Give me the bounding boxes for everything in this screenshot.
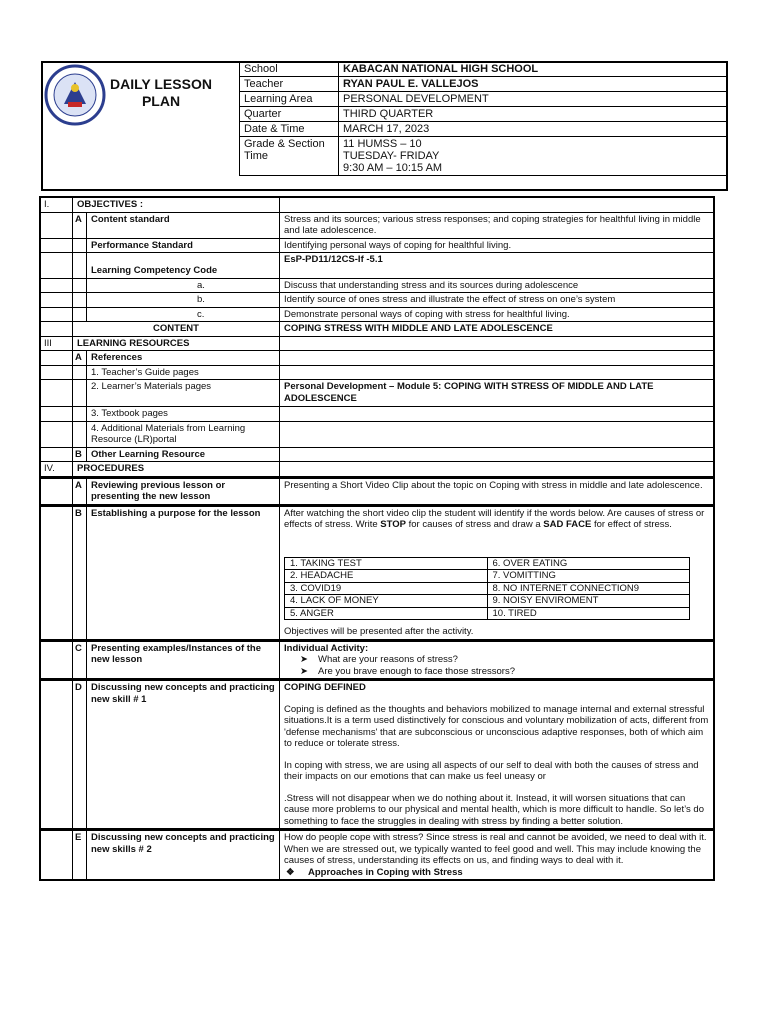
info-row-teacher <box>240 77 728 92</box>
additional-materials-row <box>40 421 714 447</box>
blank-cell <box>40 380 73 407</box>
blank-cell <box>73 365 87 380</box>
blank-cell <box>40 293 73 308</box>
word-cell: 10. TIRED <box>487 607 690 620</box>
word-cell: 2. HEADACHE <box>285 570 488 583</box>
concept-paragraph: How do people cope with stress? Since stress is real and cannot be avoided, we need to deal with it. When we are stressed out, we typically wanted to feel good and well. This may include knowing the causes of stress, understanding its effects on us, and finding ways to deal with it. <box>284 832 707 866</box>
objective-item-row <box>40 278 714 293</box>
list-item <box>284 666 709 678</box>
purpose-instructions <box>284 508 709 531</box>
word-cell: 8. NO INTERNET CONNECTION9 <box>487 582 690 595</box>
empty-cell <box>280 421 715 447</box>
objective-text: Demonstrate personal ways of coping with stress for healthful living. <box>280 307 715 322</box>
row-value <box>280 830 715 881</box>
word-cell: 5. ANGER <box>285 607 488 620</box>
word-cell: 4. LACK OF MONEY <box>285 595 488 608</box>
blank-cell <box>40 640 73 680</box>
deped-seal-logo <box>44 64 106 126</box>
empty-cell <box>280 197 715 212</box>
empty-cell <box>280 447 715 462</box>
row-value <box>280 640 715 680</box>
content-label: CONTENT <box>73 322 280 337</box>
procedure-e-row <box>40 830 714 881</box>
question-text: Are you brave enough to face those stressors? <box>318 665 515 677</box>
concept-title: COPING DEFINED <box>284 682 366 693</box>
section-number: III <box>40 336 73 351</box>
row-letter: D <box>73 680 87 830</box>
info-label: Quarter <box>240 107 339 122</box>
word-cell: 7. VOMITTING <box>487 570 690 583</box>
info-label: Learning Area <box>240 92 339 107</box>
row-label: 1. Teacher’s Guide pages <box>87 365 280 380</box>
blank-cell <box>40 407 73 422</box>
title-line-1: DAILY LESSON <box>110 76 212 92</box>
section-title: PROCEDURES <box>73 462 280 478</box>
blank-cell <box>73 407 87 422</box>
word-cell: 1. TAKING TEST <box>285 557 488 570</box>
row-label: 3. Textbook pages <box>87 407 280 422</box>
stop-keyword: STOP <box>380 519 406 530</box>
concept-paragraph: In coping with stress, we are using all aspects of our self to deal with both the causes of stress and their impacts on our emotions that can make us feel uneasy or <box>284 759 699 782</box>
info-row-learning-area <box>240 92 728 107</box>
row-letter: A <box>73 212 87 238</box>
table-row <box>285 582 690 595</box>
instruction-text: for causes of stress and draw a <box>405 519 544 530</box>
info-label: Date & Time <box>240 122 339 137</box>
row-value: Identifying personal ways of coping for healthful living. <box>280 238 715 253</box>
info-row-date <box>240 122 728 137</box>
row-letter: A <box>73 477 87 505</box>
resources-header-row <box>40 336 714 351</box>
objective-letter: b. <box>87 293 280 308</box>
days-value: TUESDAY- FRIDAY <box>343 150 440 162</box>
objective-item-row <box>40 293 714 308</box>
blank-cell <box>40 307 73 322</box>
time-value: 9:30 AM – 10:15 AM <box>343 162 443 174</box>
objective-letter: a. <box>87 278 280 293</box>
blank-cell <box>40 477 73 505</box>
diamond-bullet-icon: ❖ <box>286 866 295 878</box>
content-value: COPING STRESS WITH MIDDLE AND LATE ADOLESCENCE <box>280 322 715 337</box>
row-value <box>280 505 715 640</box>
concept-paragraph: Coping is defined as the thoughts and behaviors mobilized to manage internal and external stressful situations.It is a term used distinctively for conscious and voluntary mobilization of acts, different from 'defense mechanisms' that are subconscious or unconscious adaptive responses, both of which aim to reduce or tolerate stress. <box>284 703 709 749</box>
objective-text: Discuss that understanding stress and its sources during adolescence <box>280 278 715 293</box>
info-label: School <box>240 62 339 77</box>
grade-label: Grade & Section <box>244 138 325 150</box>
row-value <box>280 680 715 830</box>
question-text: What are your reasons of stress? <box>318 654 458 665</box>
learner-materials-row <box>40 380 714 407</box>
info-value: PERSONAL DEVELOPMENT <box>339 92 728 107</box>
info-value: MARCH 17, 2023 <box>339 122 728 137</box>
activity-title: Individual Activity: <box>284 642 369 654</box>
list-item <box>284 867 709 879</box>
table-row <box>285 557 690 570</box>
info-value <box>339 137 728 176</box>
instruction-text: for effect of stress. <box>591 519 672 530</box>
list-item <box>284 654 709 666</box>
row-label: Establishing a purpose for the lesson <box>87 505 280 640</box>
procedure-a-row <box>40 477 714 505</box>
row-label: Presenting examples/Instances of the new lesson <box>87 640 280 680</box>
info-value: THIRD QUARTER <box>339 107 728 122</box>
arrow-bullet-icon: ➤ <box>300 654 308 665</box>
row-label: Discussing new concepts and practicing new skills # 2 <box>87 830 280 881</box>
blank-cell <box>73 293 87 308</box>
blank-cell <box>40 505 73 640</box>
row-letter: B <box>73 505 87 640</box>
objective-letter: c. <box>87 307 280 322</box>
grade-value: 11 HUMSS – 10 <box>343 138 422 150</box>
blank-cell <box>40 447 73 462</box>
blank-cell <box>73 307 87 322</box>
row-label: Learning Competency Code <box>87 253 280 279</box>
row-label: Content standard <box>87 212 280 238</box>
stress-words-table <box>284 557 690 621</box>
blank-cell <box>40 278 73 293</box>
objective-text: Identify source of ones stress and illustrate the effect of stress on one’s system <box>280 293 715 308</box>
procedure-d-row <box>40 680 714 830</box>
objectives-header-row <box>40 197 714 212</box>
word-cell: 3. COVID19 <box>285 582 488 595</box>
row-label: 4. Additional Materials from Learning Resource (LR)portal <box>87 421 280 447</box>
info-row-school <box>240 62 728 77</box>
row-label: Performance Standard <box>87 238 280 253</box>
blank-cell <box>40 253 73 279</box>
blank-cell <box>73 238 87 253</box>
row-letter: A <box>73 351 87 366</box>
info-label: Teacher <box>240 77 339 92</box>
word-cell: 6. OVER EATING <box>487 557 690 570</box>
empty-cell <box>280 336 715 351</box>
lesson-plan-table <box>39 196 715 881</box>
info-row-quarter <box>240 107 728 122</box>
concept-paragraph: .Stress will not disappear when we do nothing about it. Instead, it will worsen situations that can cause more problems to our physical and mental health, which is more difficult to handle. So let’s do something to face the struggles in dealing with stress by finding a better solution. <box>284 792 704 827</box>
title-line-2: PLAN <box>141 93 181 109</box>
blank-cell <box>40 238 73 253</box>
content-standard-row <box>40 212 714 238</box>
blank-cell <box>73 421 87 447</box>
row-value: Personal Development – Module 5: COPING WITH STRESS OF MIDDLE AND LATE ADOLESCENCE <box>280 380 715 407</box>
section-title: OBJECTIVES : <box>73 197 280 212</box>
blank-cell <box>40 680 73 830</box>
header-info-table <box>239 61 728 176</box>
row-label: Reviewing previous lesson or presenting the new lesson <box>87 477 280 505</box>
word-cell: 9. NOISY ENVIROMENT <box>487 595 690 608</box>
info-row-grade <box>240 137 728 176</box>
blank-cell <box>40 365 73 380</box>
document-title <box>108 76 214 110</box>
performance-standard-row <box>40 238 714 253</box>
row-letter: E <box>73 830 87 881</box>
blank-cell <box>73 380 87 407</box>
procedure-c-row <box>40 640 714 680</box>
blank-cell <box>73 278 87 293</box>
row-letter: B <box>73 447 87 462</box>
competency-code: EsP-PD11/12CS-If -5.1 <box>280 253 715 279</box>
section-number: I. <box>40 197 73 212</box>
sad-face-keyword: SAD FACE <box>543 519 592 530</box>
instruction-text: After watching the short video clip the student will identify if the words below. Are causes of stress or effects of stress. Write <box>284 507 705 530</box>
table-row <box>285 595 690 608</box>
content-row <box>40 322 714 337</box>
info-label <box>240 137 339 176</box>
row-label: Discussing new concepts and practicing new skill # 1 <box>87 680 280 830</box>
blank-cell <box>40 322 73 337</box>
teacher-guide-row <box>40 365 714 380</box>
empty-cell <box>280 407 715 422</box>
blank-cell <box>40 351 73 366</box>
empty-cell <box>280 365 715 380</box>
empty-cell <box>280 351 715 366</box>
references-row <box>40 351 714 366</box>
procedures-header-row <box>40 462 714 478</box>
arrow-bullet-icon: ➤ <box>300 665 308 677</box>
info-value: RYAN PAUL E. VALLEJOS <box>339 77 728 92</box>
blank-cell <box>40 421 73 447</box>
textbook-row <box>40 407 714 422</box>
row-label: 2. Learner’s Materials pages <box>87 380 280 407</box>
blank-cell <box>40 830 73 881</box>
other-resource-row <box>40 447 714 462</box>
approach-heading: Approaches in Coping with Stress <box>308 866 463 878</box>
blank-cell <box>40 212 73 238</box>
table-row <box>285 607 690 620</box>
competency-row <box>40 253 714 279</box>
procedure-b-row <box>40 505 714 640</box>
row-label: Other Learning Resource <box>87 447 280 462</box>
section-title: LEARNING RESOURCES <box>73 336 280 351</box>
info-value: KABACAN NATIONAL HIGH SCHOOL <box>339 62 728 77</box>
objective-item-row <box>40 307 714 322</box>
section-number: IV. <box>40 462 73 478</box>
blank-cell <box>73 253 87 279</box>
row-letter: C <box>73 640 87 680</box>
row-value: Stress and its sources; various stress responses; and coping strategies for healthful living in middle and late adolescence. <box>280 212 715 238</box>
table-row <box>285 570 690 583</box>
empty-cell <box>280 462 715 478</box>
row-label: References <box>87 351 280 366</box>
time-label: Time <box>244 150 269 162</box>
after-activity-note: Objectives will be presented after the activity. <box>284 626 474 637</box>
row-value: Presenting a Short Video Clip about the topic on Coping with stress in middle and late adolescence. <box>280 477 715 505</box>
